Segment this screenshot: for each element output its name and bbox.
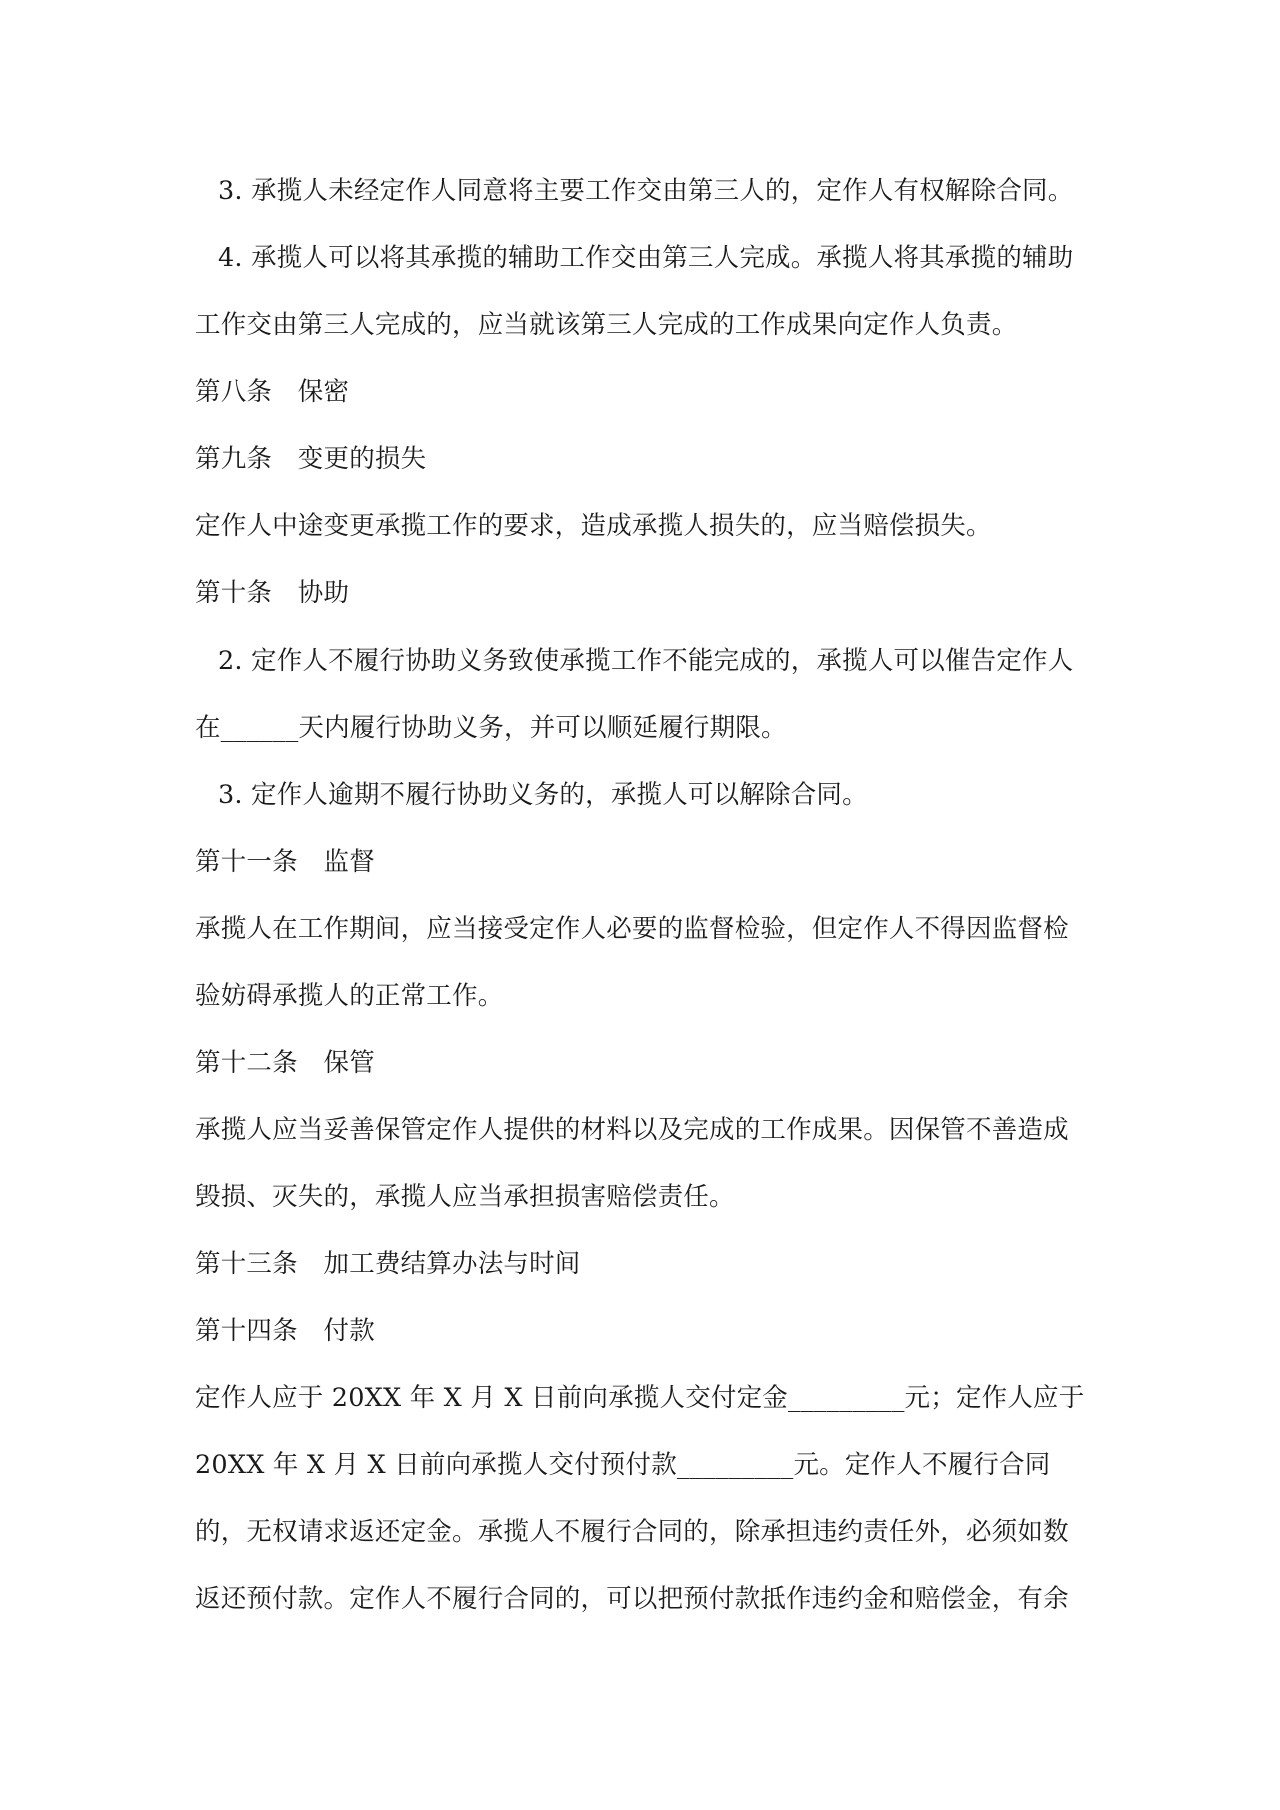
clause-12-heading: 第十二条 保管 (195, 1048, 375, 1078)
clause-11-body-line-2: 验妨碍承揽人的正常工作。 (195, 981, 504, 1011)
clause-10-heading: 第十条 协助 (195, 578, 350, 608)
clause-14-body-line-4: 返还预付款。定作人不履行合同的，可以把预付款抵作违约金和赔偿金，有余 (195, 1584, 1069, 1614)
clause-14-heading: 第十四条 付款 (195, 1316, 375, 1346)
clause-11-body-line-1: 承揽人在工作期间，应当接受定作人必要的监督检验，但定作人不得因监督检 (195, 914, 1069, 944)
clause-13-heading: 第十三条 加工费结算办法与时间 (195, 1249, 581, 1279)
clause-12-body-line-2: 毁损、灭失的，承揽人应当承担损害赔偿责任。 (195, 1182, 735, 1212)
clause-7-item-4-line-1: 4. 承揽人可以将其承揽的辅助工作交由第三人完成。承揽人将其承揽的辅助 (218, 243, 1074, 273)
clause-9-heading: 第九条 变更的损失 (195, 444, 427, 474)
clause-14-body-line-2: 20XX 年 X 月 X 日前向承揽人交付预付款_________元。定作人不履行合同 (195, 1450, 1051, 1480)
clause-14-body-line-3: 的，无权请求返还定金。承揽人不履行合同的，除承担违约责任外，必须如数 (195, 1517, 1069, 1547)
clause-8-heading: 第八条 保密 (195, 377, 350, 407)
clause-7-item-4-line-2: 工作交由第三人完成的，应当就该第三人完成的工作成果向定作人负责。 (195, 310, 1018, 340)
clause-7-item-3: 3. 承揽人未经定作人同意将主要工作交由第三人的，定作人有权解除合同。 (218, 176, 1074, 206)
clause-12-body-line-1: 承揽人应当妥善保管定作人提供的材料以及完成的工作成果。因保管不善造成 (195, 1115, 1069, 1145)
clause-10-item-2-line-1: 2. 定作人不履行协助义务致使承揽工作不能完成的，承揽人可以催告定作人 (218, 646, 1074, 676)
clause-9-body: 定作人中途变更承揽工作的要求，造成承揽人损失的，应当赔偿损失。 (195, 511, 992, 541)
clause-14-body-line-1: 定作人应于 20XX 年 X 月 X 日前向承揽人交付定金_________元；定作人应于 (195, 1383, 1085, 1413)
clause-11-heading: 第十一条 监督 (195, 847, 375, 877)
clause-10-item-2-line-2: 在______天内履行协助义务，并可以顺延履行期限。 (195, 713, 787, 743)
clause-10-item-3: 3. 定作人逾期不履行协助义务的，承揽人可以解除合同。 (218, 780, 868, 810)
